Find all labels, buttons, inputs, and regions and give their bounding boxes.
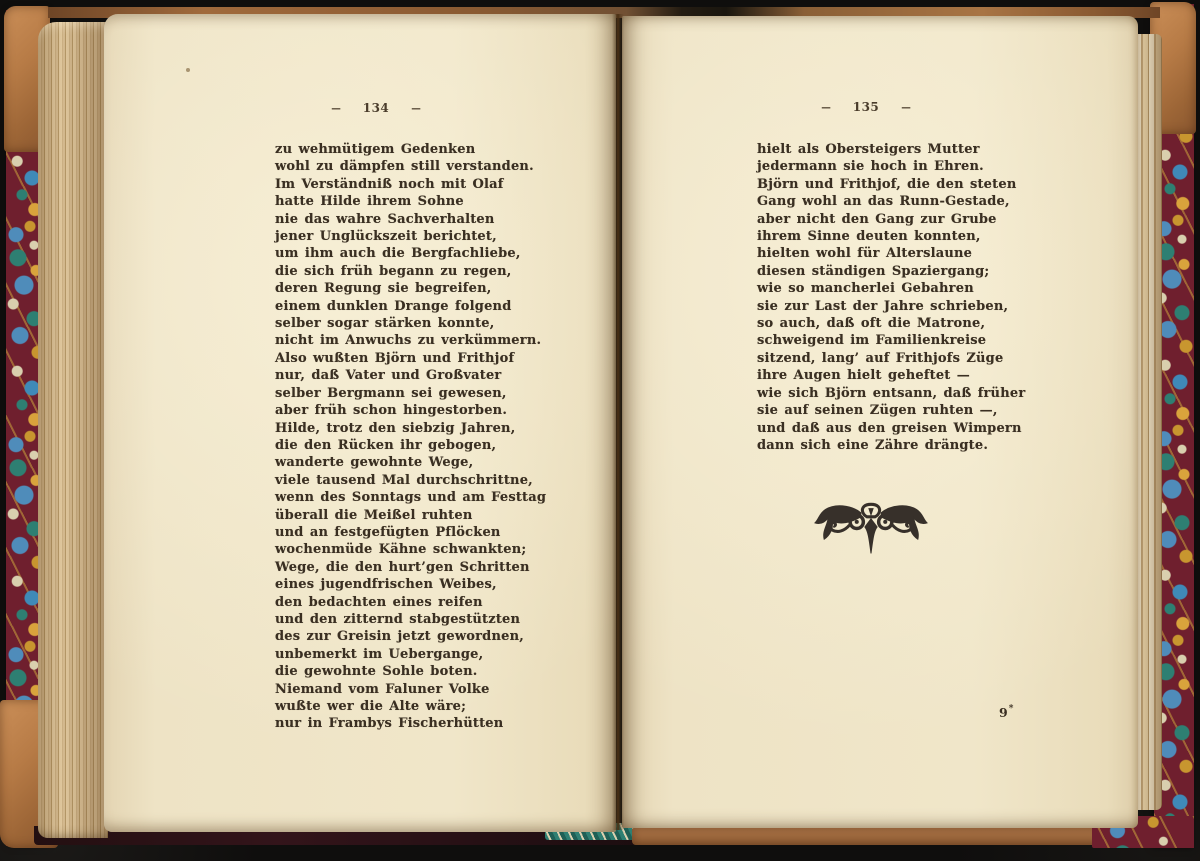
poem-line: diesen ständigen Spaziergang; <box>757 263 990 279</box>
poem-line: die den Rücken ihr gebogen, <box>275 437 497 453</box>
poem-line: sie zur Last der Jahre schrieben, <box>757 298 1009 314</box>
poem-line: wanderte gewohnte Wege, <box>275 455 474 471</box>
poem-line: so auch, daß oft die Matrone, <box>757 316 986 332</box>
poem-line: sitzend, lang’ auf Frithjofs Züge <box>757 350 1004 366</box>
poem-line: hatte Hilde ihrem Sohne <box>275 194 464 210</box>
poem-line: deren Regung sie begreifen, <box>275 281 492 297</box>
poem-line: Gang wohl an das Runn-Gestade, <box>757 194 1010 210</box>
poem-line: Björn und Frithjof, die den steten <box>757 176 1017 192</box>
poem-line: viele tausend Mal durchschrittne, <box>275 472 533 488</box>
poem-line: zu wehmütigem Gedenken <box>275 142 476 157</box>
poem-line: des zur Greisin jetzt gewordnen, <box>275 629 524 645</box>
page-number-right: 135 <box>852 100 880 114</box>
poem-line: selber Bergmann sei gewesen, <box>275 385 507 401</box>
poem-line: aber nicht den Gang zur Grube <box>757 211 997 227</box>
header-dash: — <box>900 100 911 114</box>
poem-line: die gewohnte Sohle boten. <box>275 664 478 680</box>
poem-line: wie sich Björn entsann, daß früher <box>757 385 1026 401</box>
poem-line: wußte wer die Alte wäre; <box>275 699 467 714</box>
poem-line: und den zitternd stabgestützten <box>275 611 521 627</box>
poem-text-left <box>275 141 546 733</box>
header-dash: — <box>331 101 342 115</box>
butterfly-flourish-ornament-icon <box>814 499 928 559</box>
poem-line: dann sich eine Zähre drängte. <box>757 437 989 453</box>
page-edges-left <box>38 22 108 838</box>
poem-line: hielten wohl für Alterslaune <box>757 246 973 262</box>
poem-line: und daß aus den greisen Wimpern <box>757 420 1022 436</box>
poem-line: Niemand vom Faluner Volke <box>275 681 490 697</box>
poem-line: hielt als Obersteigers Mutter <box>757 142 980 157</box>
poem-line: jedermann sie hoch in Ehren. <box>757 159 984 175</box>
header-dash: — <box>410 101 421 115</box>
poem-line: ihre Augen hielt geheftet — <box>757 368 970 384</box>
poem-line: und an festgefügten Pflöcken <box>275 524 501 540</box>
header-dash: — <box>821 100 832 114</box>
poem-line: unbemerkt im Uebergange, <box>275 646 484 662</box>
poem-line: schweigend im Familienkreise <box>757 333 987 349</box>
page-header-left <box>330 101 422 115</box>
poem-line: Hilde, trotz den siebzig Jahren, <box>275 420 516 436</box>
poem-line: aber früh schon hingestorben. <box>275 403 508 419</box>
poem-line: nie das wahre Sachverhalten <box>275 211 495 227</box>
paper-speck <box>186 68 190 72</box>
poem-line: ihrem Sinne deuten konnten, <box>757 229 981 245</box>
page-header-right <box>820 100 912 114</box>
page-edges-right <box>1136 34 1162 810</box>
poem-line: wohl zu dämpfen still verstanden. <box>275 159 534 175</box>
poem-line: nicht im Anwuchs zu verkümmern. <box>275 333 542 349</box>
poem-line: um ihm auch die Bergfachliebe, <box>275 246 521 262</box>
poem-line: wochenmüde Kähne schwankten; <box>275 542 527 558</box>
signature-mark <box>999 704 1013 720</box>
poem-line: überall die Meißel ruhten <box>275 507 473 523</box>
signature-number: 9 <box>999 705 1008 720</box>
poem-line: wenn des Sonntags und am Festtag <box>275 490 547 506</box>
page-number-left: 134 <box>362 101 390 115</box>
book-gutter <box>612 14 624 830</box>
poem-line: nur, daß Vater und Großvater <box>275 368 502 384</box>
poem-line: Wege, die den hurt’gen Schritten <box>275 559 530 575</box>
poem-line: die sich früh begann zu regen, <box>275 263 512 279</box>
poem-line: selber sogar stärken konnte, <box>275 316 495 332</box>
poem-text-right <box>757 141 1025 454</box>
poem-line: den bedachten eines reifen <box>275 594 483 610</box>
poem-line: eines jugendfrischen Weibes, <box>275 577 497 593</box>
poem-line: einem dunklen Drange folgend <box>275 298 512 314</box>
poem-line: nur in Frambys Fischerhütten <box>275 716 504 732</box>
signature-asterisk: * <box>1008 704 1014 714</box>
poem-line: sie auf seinen Zügen ruhten —, <box>757 403 998 419</box>
poem-line: jener Unglückszeit berichtet, <box>275 229 497 245</box>
cover-bottom-edge <box>632 828 1110 845</box>
poem-line: wie so mancherlei Gebahren <box>757 281 974 297</box>
poem-line: Also wußten Björn und Frithjof <box>275 350 515 366</box>
poem-line: Im Verständniß noch mit Olaf <box>275 176 504 192</box>
